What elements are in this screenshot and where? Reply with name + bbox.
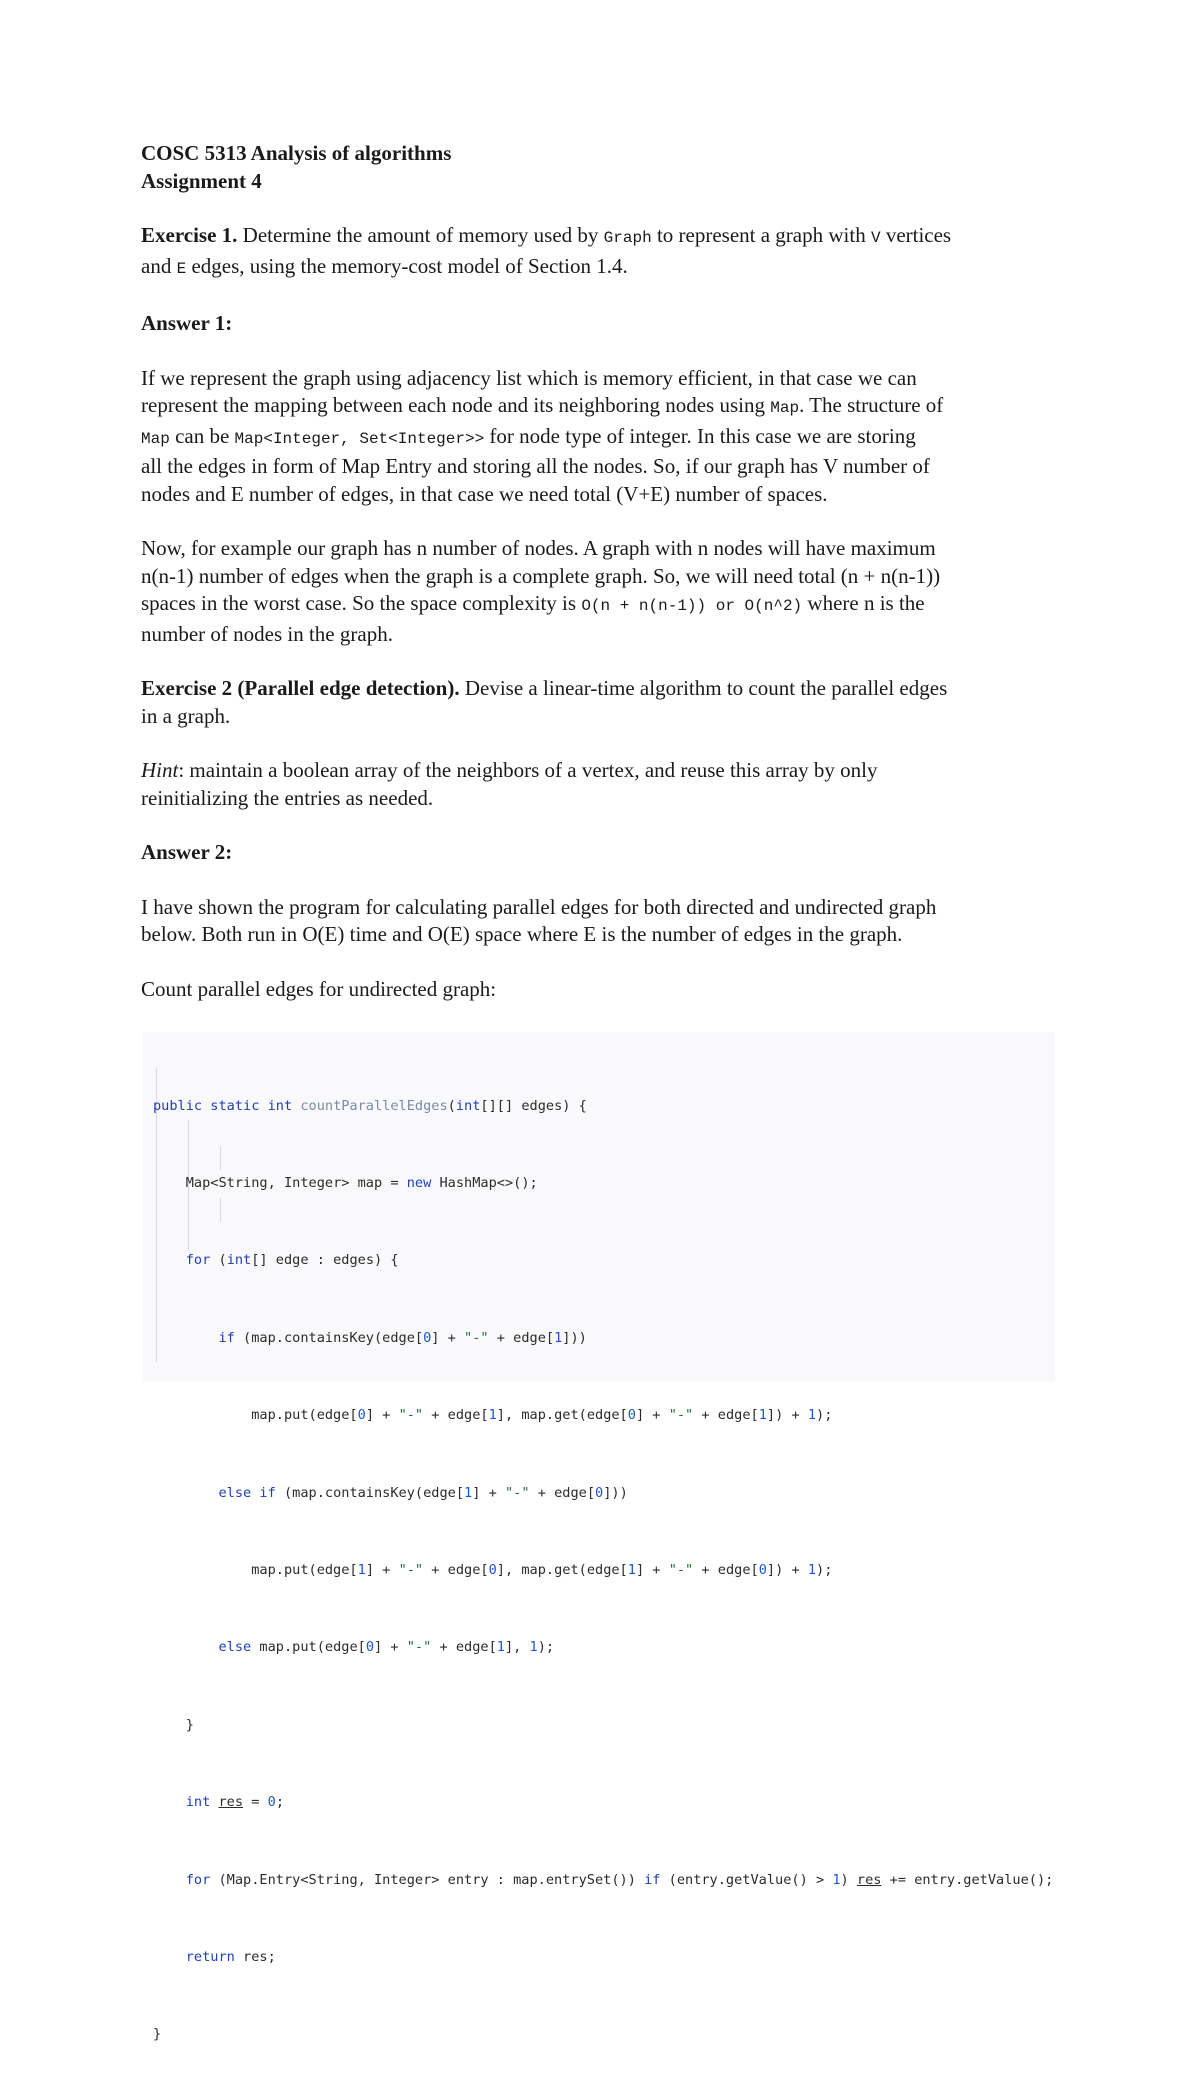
code-map-type: Map<Integer, Set<Integer>>	[234, 429, 485, 448]
code-line: map.put(edge[0] + "-" + edge[1], map.get(edge[0] + "-" + edge[1]) + 1);	[251, 1407, 833, 1424]
code-caption: Count parallel edges for undirected graph:	[141, 976, 497, 1001]
answer-1-text: . The structure of	[799, 393, 944, 417]
code-line: return res;	[185, 1948, 276, 1965]
exercise-1-text: to represent a graph with	[651, 223, 871, 247]
exercise-2-label: Exercise 2 (Parallel edge detection).	[141, 676, 460, 700]
exercise-2-line: in a graph.	[141, 703, 231, 728]
code-line: int res = 0;	[185, 1794, 284, 1811]
hint-text: reinitializing the entries as needed.	[141, 785, 434, 810]
code-line: for (int[] edge : edges) {	[185, 1252, 399, 1269]
answer-1-line: number of nodes in the graph.	[141, 621, 393, 646]
answer-1-paragraph-2	[141, 535, 1059, 648]
answer-1-line: nodes and E number of edges, in that case we need total (V+E) number of spaces.	[141, 481, 828, 506]
code-screenshot	[143, 1032, 1055, 2043]
exercise-2	[141, 675, 1059, 730]
code-line: map.put(edge[1] + "-" + edge[0], map.get(edge[1] + "-" + edge[0]) + 1);	[251, 1561, 833, 1578]
hint-label: Hint	[141, 758, 179, 782]
hint-text: : maintain a boolean array of the neighbors of a vertex, and reuse this array by only	[178, 758, 878, 782]
exercise-1-text: and	[141, 253, 177, 278]
assignment-title: Assignment 4	[141, 168, 262, 193]
answer-1-line: Now, for example our graph has n number of nodes. A graph with n nodes will have maximum	[141, 536, 936, 560]
answer-1-line: n(n-1) number of edges when the graph is a complete graph. So, we will need total (n + n(n-1))	[141, 563, 941, 588]
code-v: V	[870, 229, 881, 247]
answer-2-label: Answer 2:	[141, 840, 233, 864]
code-line: }	[185, 1716, 194, 1733]
answer-1-text: for node type of integer. In this case we are storing	[484, 423, 916, 448]
code-line: }	[153, 2026, 162, 2043]
exercise-2-text: Devise a linear-time algorithm to count the parallel edges	[459, 676, 948, 700]
answer-1-text: can be	[169, 423, 235, 448]
code-map: Map	[770, 399, 800, 417]
exercise-2-hint	[141, 757, 1059, 812]
answer-1-text: spaces in the worst case. So the space complexity is	[141, 591, 582, 615]
course-title: COSC 5313 Analysis of algorithms	[141, 141, 452, 165]
answer-1-line: all the edges in form of Map Entry and storing all the nodes. So, if our graph has V number of	[141, 454, 930, 478]
code-map: Map	[141, 429, 170, 448]
answer-1-paragraph-1	[141, 365, 1059, 509]
answer-1-text: represent the mapping between each node and its neighboring nodes using	[141, 393, 771, 417]
answer-1-label: Answer 1:	[141, 311, 233, 335]
exercise-1-label: Exercise 1.	[141, 223, 238, 247]
code-e: E	[176, 259, 187, 278]
code-line: else if (map.containsKey(edge[1] + "-" + edge[0]))	[218, 1484, 628, 1501]
code-line: public static int countParallelEdges(int[][] edges) {	[153, 1097, 587, 1114]
answer-1-text: where n is the	[802, 591, 925, 615]
code-line: else map.put(edge[0] + "-" + edge[1], 1);	[218, 1639, 555, 1656]
answer-1-line: If we represent the graph using adjacency list which is memory efficient, in that case we can	[141, 365, 917, 390]
exercise-1	[141, 222, 1059, 283]
answer-2-line: below. Both run in O(E) time and O(E) space where E is the number of edges in the graph.	[141, 922, 903, 946]
code-block	[153, 1042, 1053, 2100]
answer-2-line: I have shown the program for calculating parallel edges for both directed and undirected graph	[141, 894, 937, 919]
code-complexity: O(n + n(n-1)) or O(n^2)	[581, 597, 803, 615]
document-page	[141, 140, 1059, 1003]
code-line: for (Map.Entry<String, Integer> entry : map.entrySet()) if (entry.getValue() > 1) res += entry.getValue();	[185, 1871, 1054, 1888]
code-line: Map<String, Integer> map = new HashMap<>();	[185, 1174, 538, 1191]
answer-2-paragraph	[141, 894, 1059, 949]
exercise-1-text: edges, using the memory-cost model of Section 1.4.	[186, 253, 628, 278]
exercise-1-text: vertices	[880, 223, 952, 247]
exercise-1-text: Determine the amount of memory used by	[237, 223, 604, 247]
code-graph: Graph	[603, 229, 652, 247]
code-line: if (map.containsKey(edge[0] + "-" + edge[1]))	[218, 1329, 587, 1346]
